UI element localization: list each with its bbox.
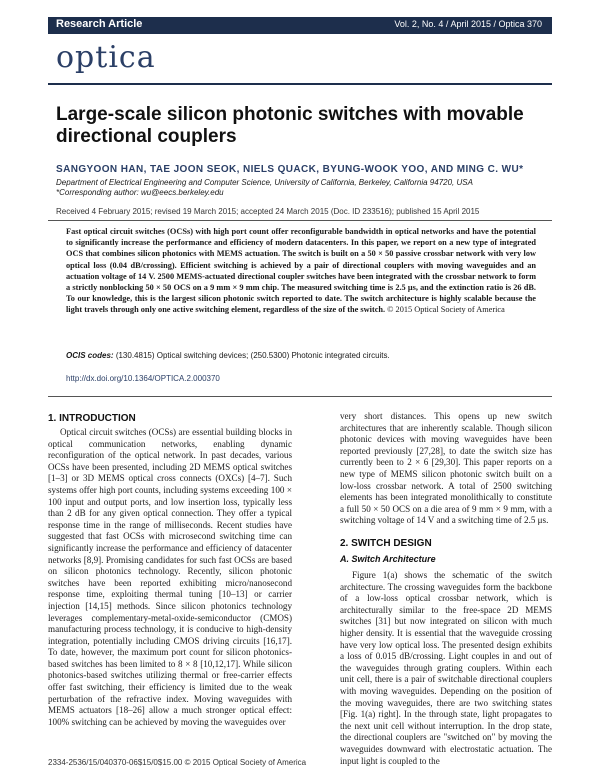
right-column-top <box>340 411 552 527</box>
section-label: Research Article <box>56 18 143 30</box>
author-list: SANGYOON HAN, TAE JOON SEOK, NIELS QUACK, BYUNG-WOOK YOO, AND MING C. WU* <box>56 164 524 175</box>
article-title: Large-scale silicon photonic switches with movable directional couplers <box>56 104 524 147</box>
right-column-bottom <box>340 570 552 767</box>
page-footer: 2334-2536/15/040370-06$15/0$15.00 © 2015 Optical Society of America <box>48 758 307 767</box>
ocis-codes <box>66 351 536 360</box>
body-divider <box>48 396 552 397</box>
left-column <box>48 427 292 728</box>
doi-link[interactable]: http://dx.doi.org/10.1364/OPTICA.2.000370 <box>66 374 220 383</box>
abstract-text: Fast optical circuit switches (OCSs) with high port count offer reconfigurable bandwidth in optical networks and have the potential to significantly increase the performance and efficiency of modern datacenters. In this paper, we report on a new type of integrated OCS that combines silicon photonics with MEMS actuation. The switch is built on a 50 × 50 passive crossbar network with very low optical loss (0.04 dB/crossing). Efficient switching is achieved by a pair of directional couplers with moving waveguides and an actuation voltage of 14 V. 2500 MEMS-actuated directional coupler switches have been integrated with the crossbar network to form a strictly nonblocking 50 × 50 OCS on a 9 mm × 9 mm chip. The measured switching time is 2.5 μs, and the extinction ratio is 26 dB. To our knowledge, this is the largest silicon photonic switch reported to date. The switch architecture is highly scalable because the light travels through only one active switching element, regardless of the size of the switch. <box>66 227 536 315</box>
journal-logo: optica <box>56 40 156 75</box>
intro-paragraph: Optical circuit switches (OCSs) are essential building blocks in optical communication networks, enabling dynamic reconfiguration of the optical network. In past decades, various OCSs have been presented, including 2D MEMS optical switches [1–3] or 3D MEMS optical cross connects (OXCs) [4–7]. Such systems offer high port counts, including systems exceeding 100 × 100 input and output ports, and low insertion loss, typically less than 2 dB for any given optical connection. They offer a typical response time in the range of milliseconds. Recent studies have suggested that fast OCSs with microsecond switching time can significantly increase the performance and efficiency of datacenter networks [8,9]. Promising candidates for such fast OCSs are based on silicon photonics technology. Recently, silicon photonic switches have been reported exhibiting micro/nanosecond response time, exploiting thermal tuning [10–13] or carrier injection [14,15] methods. Since silicon photonics technology leverages complementary-metal-oxide-semiconductor (CMOS) manufacturing process technology, it is conducive to high-density integration, potentially including CMOS driving circuits [16,17]. To date, however, the maximum port count for silicon photonics-based switches has been limited to 8 × 8 [10,12,17]. While silicon photonics-based switches utilizing thermal or free-carrier effects offer fast switching, their efficiency is limited due to the weak perturbation of the refractive index. Moving waveguides with MEMS actuators [18–26] allow a much stronger optical effect: 100% switching can be achieved by moving the waveguides over <box>48 427 292 727</box>
affiliation: Department of Electrical Engineering and Computer Science, University of California, Berkeley, California 94720, USA <box>56 178 473 187</box>
abstract <box>66 226 536 316</box>
switch-design-heading: 2. SWITCH DESIGN <box>340 538 432 549</box>
ocis-text: (130.4815) Optical switching devices; (250.5300) Photonic integrated circuits. <box>115 351 390 360</box>
publication-dates: Received 4 February 2015; revised 19 March 2015; accepted 24 March 2015 (Doc. ID 233516); published 15 April 2015 <box>56 207 480 216</box>
architecture-paragraph: Figure 1(a) shows the schematic of the switch architecture. The crossing waveguides form the backbone of a low-loss optical crossbar network, which is architecturally similar to the free-space 2D MEMS switches [31] but now integrated on silicon with much higher density. It is essential that the waveguide crossing have very low optical loss. The presented design exhibits a loss of 0.015 dB/crossing. Light couples in and out of the waveguides through grating couplers. Within each unit cell, there is a pair of switchable directional couplers with moving waveguides. Depending on the position of the moving waveguides, there are two switching states [Fig. 1(a) right]. In the through state, light propagates to the next unit cell without interruption. In the drop state, the directional couplers are "switched on" by moving the waveguides downward with electrostatic actuation. The input light is coupled to the <box>340 570 552 766</box>
journal-meta: Vol. 2, No. 4 / April 2015 / Optica 370 <box>394 19 542 29</box>
continued-paragraph: very short distances. This opens up new switch architectures that are inherently scalable. Though silicon photonic devices with moving waveguides have been reported previously [27,28], to date the switch size has currently been to 2 × 6 [29,30]. This paper reports on a new type of MEMS silicon photonic switch built on a low-loss crossbar network. A total of 2500 switching elements has been integrated monolithically to constitute a full 50 × 50 OCS on a die area of 9 mm × 9 mm, with a switching voltage of 14 V and a switching time of 2.5 μs. <box>340 411 552 526</box>
corresponding-author: *Corresponding author: wu@eecs.berkeley.edu <box>56 188 224 197</box>
affiliation-block <box>56 178 546 198</box>
ocis-label: OCIS codes: <box>66 351 114 360</box>
header-divider <box>48 83 552 85</box>
journal-header-bar <box>48 17 552 34</box>
abstract-divider <box>48 220 552 221</box>
abstract-copyright: © 2015 Optical Society of America <box>387 305 505 315</box>
introduction-heading: 1. INTRODUCTION <box>48 413 136 424</box>
switch-architecture-heading: A. Switch Architecture <box>340 554 436 564</box>
